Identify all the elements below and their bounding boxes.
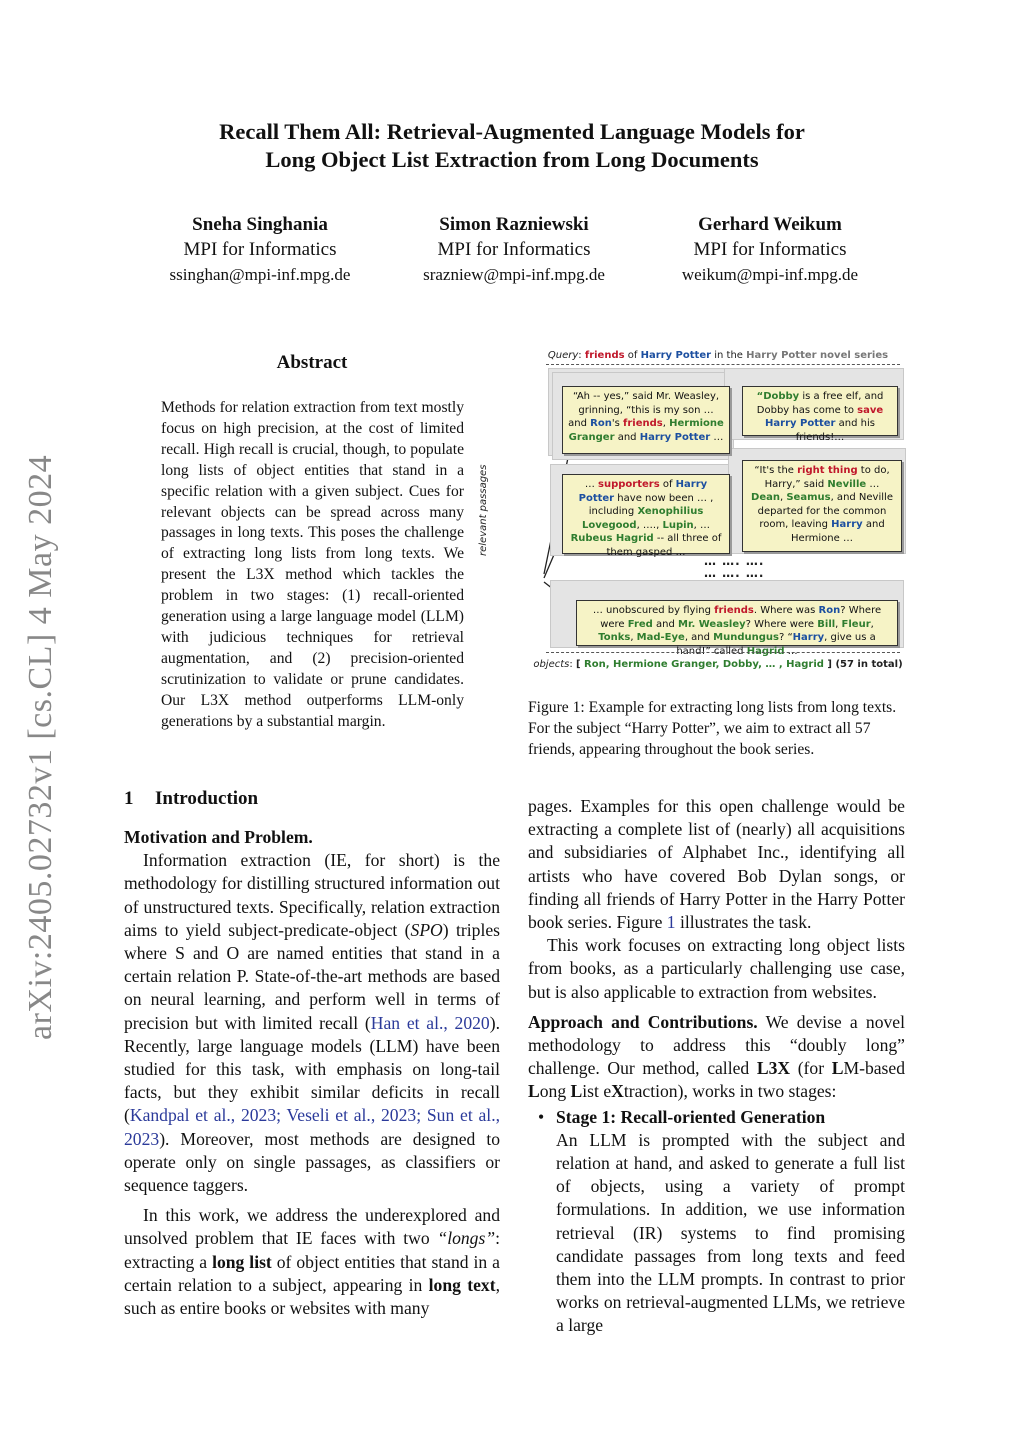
text-run: L bbox=[831, 1058, 844, 1079]
passage-card bbox=[742, 386, 898, 443]
figure-caption: Figure 1: Example for extracting long lists from long texts. For the subject “Harry Potter”, we aim to extract all 57 friends, appearing throughout the book series. bbox=[528, 699, 897, 758]
text-run: , …., bbox=[636, 519, 663, 531]
paragraph bbox=[124, 1204, 500, 1320]
text-run: ? Where were bbox=[600, 605, 882, 630]
text-run: : bbox=[578, 350, 585, 361]
text-run: , bbox=[630, 632, 637, 643]
text-run: and bbox=[614, 431, 640, 443]
text-run: ) triples where S and O are named entities that stand in a certain relation P. State-of-the-art methods are based on neural learning, and perform well in terms of precision but with limited recall ( bbox=[124, 919, 500, 1033]
text-run: of bbox=[659, 479, 676, 490]
stage-list bbox=[528, 1106, 905, 1338]
text-run: is a free elf, and Dobby has come to bbox=[756, 391, 884, 416]
stage-1-text: An LLM is prompted with the subject and relation at hand, and asked to generate a full list of objects, using a variety of prompt formulations. In addition, we use information retrieval (IR) systems to find promising candidate passages from long texts and feed them into the LLM prompts. In contrast to prior works on retrieval-augmented LLMs, we retrieve a large bbox=[556, 1129, 905, 1336]
passage-card bbox=[562, 474, 730, 558]
text-run: right thing bbox=[797, 465, 858, 476]
approach-heading: Approach and Contributions. bbox=[528, 1011, 758, 1032]
text-run: Dean bbox=[751, 492, 780, 503]
text-run: , bbox=[662, 418, 670, 429]
author-name: Sneha Singhania bbox=[192, 214, 328, 235]
text-run: “Dobby bbox=[756, 391, 800, 402]
citation-link[interactable]: Han et al., 2020 bbox=[370, 1012, 490, 1033]
text-run: This work focuses on extracting long object lists from books, as a particularly challenging use case, but is also applicable to extraction from websites. bbox=[528, 935, 905, 1002]
citation-link[interactable]: Kandpal et al., 2023 bbox=[129, 1105, 277, 1126]
author-block bbox=[364, 212, 664, 287]
text-run: L3X bbox=[756, 1058, 791, 1079]
text-run: long list bbox=[212, 1251, 272, 1272]
text-run: and his friends!… bbox=[795, 418, 875, 443]
text-run: : extracting a bbox=[124, 1228, 500, 1272]
paragraph-heading bbox=[124, 826, 500, 849]
text-run: : bbox=[569, 659, 576, 670]
text-run: of object entities that stand in a certain relation to a subject, appearing in bbox=[124, 1251, 500, 1295]
text-run: [ bbox=[575, 659, 584, 670]
text-run: Harry Potter bbox=[640, 350, 712, 361]
text-run: friends bbox=[623, 418, 663, 429]
text-run: Harry Potter bbox=[765, 418, 836, 429]
text-run: Neville bbox=[827, 478, 867, 490]
text-run: Hermione Granger bbox=[568, 418, 724, 443]
text-run: … bbox=[710, 431, 724, 443]
text-run: , … bbox=[693, 519, 711, 531]
text-run: , bbox=[779, 492, 787, 503]
text-run: In this work, we address the underexplored and unsolved problem that IE faces with two bbox=[124, 1205, 500, 1249]
text-run: 's bbox=[611, 418, 624, 429]
text-run: Mad-Eye bbox=[636, 632, 685, 643]
text-run: friends bbox=[714, 605, 754, 616]
citation-link[interactable]: Sun et al., 2023 bbox=[124, 1105, 500, 1149]
text-run: pages. Examples for this open challenge would be extracting a complete list of (nearly) all acquisitions and subsidiaries of Alphabet Inc., identifying all artists who have covered Bob Dylan songs, or finding all friends of Harry Potter in the Harry Potter book series. Figure bbox=[528, 796, 905, 933]
text-run: ist e bbox=[582, 1081, 612, 1102]
text-run: Bill bbox=[817, 618, 836, 630]
text-run: Ron, Hermione Granger, Dobby, … , Hagrid bbox=[584, 659, 824, 670]
text-run: ; bbox=[276, 1105, 287, 1126]
text-run: … bbox=[866, 478, 880, 490]
text-run: X bbox=[611, 1081, 624, 1102]
text-run: and Hermione … bbox=[791, 519, 885, 544]
text-run: L bbox=[528, 1081, 540, 1102]
text-run: long text bbox=[428, 1274, 496, 1295]
text-run: , give us a hand!” called bbox=[676, 632, 876, 657]
figure-ref-link[interactable]: 1 bbox=[666, 912, 676, 933]
text-run: “Ah -- yes,” said Mr. Weasley, grinning, “this is my son … and bbox=[568, 391, 720, 429]
author-affiliation: MPI for Informatics bbox=[437, 239, 591, 260]
section-number: 1 bbox=[124, 788, 134, 809]
text-run: in the bbox=[711, 350, 747, 361]
text-run: L bbox=[570, 1081, 583, 1102]
text-run: Lupin bbox=[662, 519, 694, 531]
list-item bbox=[528, 1106, 905, 1338]
paragraph bbox=[528, 934, 905, 1004]
author-name: Gerhard Weikum bbox=[698, 214, 842, 235]
title-line-2: Long Object List Extraction from Long Documents bbox=[265, 147, 759, 172]
text-run: Query bbox=[547, 350, 579, 361]
section-title: Introduction bbox=[155, 788, 259, 809]
motivation-heading: Motivation and Problem. bbox=[124, 827, 313, 847]
text-run: ). Moreover, most methods are designed to operate only on single passages, as classifiers or sequence taggers. bbox=[124, 1128, 500, 1196]
text-run: Harry bbox=[831, 519, 863, 530]
abstract-text: Methods for relation extraction from text mostly focus on high precision, at the cost of limited recall. High recall is crucial, though, to populate long lists of object entities that stand in a specific relation with a given subject. Cues for relevant objects can be spread across many passages in long texts. This poses the challenge of extracting long lists from long texts. We present the L3X method which tackles the problem in two stages: (1) recall-oriented generation using a large language model (LLM) with judicious techniques for retrieval augmentation, and (2) precision-oriented scrutinization to validate or prune candidates. Our L3X method outperforms LLM-only generations by a substantial margin. bbox=[161, 399, 464, 730]
relevant-passages-label: relevant passages bbox=[478, 464, 489, 556]
text-run: Mr. Weasley bbox=[678, 618, 746, 630]
section-heading bbox=[124, 788, 258, 810]
text-run: , and bbox=[684, 632, 714, 643]
ellipsis-row: … …. …. bbox=[704, 554, 765, 568]
text-run: of bbox=[624, 350, 641, 361]
text-run: to do, Harry,” said bbox=[764, 465, 890, 490]
passage-card bbox=[576, 600, 898, 657]
text-run: Fleur bbox=[841, 618, 871, 630]
passage-card bbox=[562, 386, 730, 454]
text-run: Harry Potter bbox=[639, 431, 711, 443]
text-run: … bbox=[584, 479, 599, 490]
paper-title bbox=[0, 118, 1024, 174]
text-run: (57 in total) bbox=[831, 659, 903, 670]
text-run: Ron bbox=[590, 418, 612, 429]
paragraph bbox=[124, 849, 500, 1197]
text-run: Mundungus bbox=[713, 632, 779, 643]
text-run: , and Neville departed for the common room, leaving bbox=[757, 492, 893, 530]
text-run: Hagrid bbox=[746, 645, 785, 657]
text-run: Information extraction (IE, for short) is the methodology for distilling structured information out of unstructured texts. Specifically, relation extraction aims to yield subject-predicate-object ( bbox=[124, 850, 500, 940]
author-email[interactable]: ssinghan@mpi-inf.mpg.de bbox=[169, 265, 351, 284]
text-run: “longs” bbox=[437, 1228, 496, 1249]
author-email[interactable]: weikum@mpi-inf.mpg.de bbox=[681, 265, 859, 284]
author-affiliation: MPI for Informatics bbox=[693, 239, 847, 260]
text-run: have now been … , including bbox=[588, 492, 714, 517]
text-run: … unobscured by flying bbox=[592, 605, 715, 616]
text-run: Xenophilius Lovegood bbox=[581, 506, 704, 531]
citation-link[interactable]: Veseli et al., 2023 bbox=[286, 1105, 417, 1126]
bullet-icon: • bbox=[538, 1106, 545, 1127]
title-line-1: Recall Them All: Retrieval-Augmented Language Models for bbox=[219, 119, 805, 144]
text-run: . Where was bbox=[753, 605, 819, 616]
author-block bbox=[620, 212, 920, 287]
text-run: save bbox=[857, 404, 884, 416]
text-run: M-based bbox=[843, 1058, 906, 1079]
text-run: traction), works in two stages: bbox=[623, 1081, 837, 1102]
arxiv-identifier[interactable]: arXiv:2405.02732v1 [cs.CL] 4 May 2024 bbox=[22, 454, 59, 1040]
text-run: -- all three of them gasped … bbox=[606, 533, 722, 558]
paragraph bbox=[528, 795, 905, 934]
text-run: , such as entire books or websites with many bbox=[124, 1274, 500, 1319]
text-run: Seamus bbox=[786, 492, 831, 503]
author-affiliation: MPI for Informatics bbox=[183, 239, 337, 260]
text-run: , bbox=[835, 618, 842, 630]
text-run: ; bbox=[416, 1105, 427, 1126]
text-run: Harry Potter novel series bbox=[746, 350, 889, 361]
paragraph bbox=[528, 1011, 905, 1104]
passage-card bbox=[742, 460, 902, 552]
right-column bbox=[528, 795, 905, 1338]
text-run: ? Where were bbox=[745, 618, 818, 630]
left-column bbox=[124, 826, 500, 1320]
text-run: SPO bbox=[410, 919, 443, 940]
text-run: Ron bbox=[818, 605, 841, 616]
text-run: ong bbox=[539, 1081, 571, 1102]
text-run: ). Recently, large language models (LLM) have been studied for this task, with emphasis on long-tail facts, but they exhibit similar deficits in recall ( bbox=[124, 1012, 500, 1126]
text-run: and bbox=[652, 618, 678, 630]
text-run: Rubeus Hagrid bbox=[570, 533, 654, 544]
author-name: Simon Razniewski bbox=[439, 214, 589, 235]
text-run: illustrates the task. bbox=[675, 912, 812, 933]
text-run: supporters bbox=[598, 479, 660, 490]
text-run: “It's the bbox=[754, 465, 798, 476]
text-run: , bbox=[870, 618, 874, 630]
text-run: Tonks bbox=[598, 632, 631, 643]
abstract-heading: Abstract bbox=[276, 352, 348, 373]
text-run: Fred bbox=[627, 618, 653, 630]
text-run: objects bbox=[533, 659, 570, 670]
figure-1 bbox=[478, 346, 908, 678]
text-run: ] bbox=[823, 659, 832, 670]
text-run: Harry bbox=[792, 632, 825, 643]
figure-objects bbox=[528, 659, 908, 670]
text-run: (for bbox=[790, 1058, 832, 1079]
text-run: … bbox=[784, 645, 798, 657]
stage-1-heading: Stage 1: Recall-oriented Generation bbox=[556, 1106, 826, 1127]
ellipsis-row: … …. …. bbox=[704, 566, 765, 580]
text-run: ? “ bbox=[779, 632, 793, 643]
author-email[interactable]: srazniew@mpi-inf.mpg.de bbox=[423, 265, 605, 284]
text-run: friends bbox=[584, 350, 625, 361]
text-run: Harry Potter bbox=[578, 479, 708, 504]
figure-divider bbox=[546, 652, 900, 653]
text-run: We devise a novel methodology to address this “doubly long” challenge. Our method, called bbox=[528, 1011, 906, 1079]
